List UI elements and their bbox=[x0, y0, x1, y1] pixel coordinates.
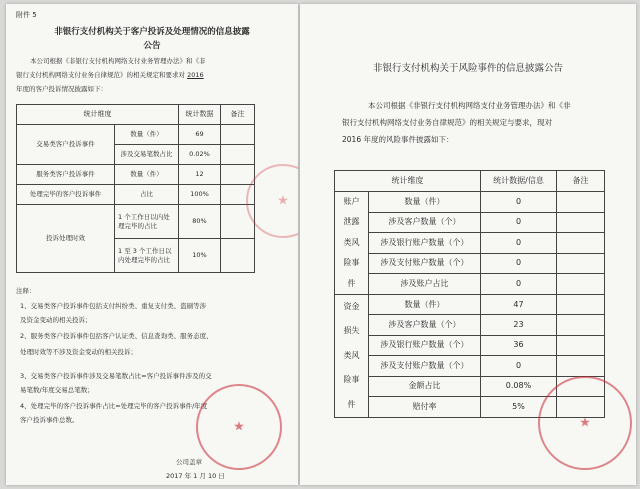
row-value: 10% bbox=[179, 239, 221, 273]
left-intro-line2: 银行支付机构网络支付业务自律规范》的相关规定和要求对 2016 bbox=[16, 71, 204, 79]
row-note bbox=[557, 192, 605, 213]
left-intro-line3: 年度的客户投诉情况披露如下： bbox=[16, 85, 107, 93]
header-note: 备注 bbox=[557, 171, 605, 192]
right-intro-line3: 2016 年度的风险事件披露如下： bbox=[342, 135, 454, 144]
table-row bbox=[335, 315, 605, 335]
row-value: 0 bbox=[481, 192, 557, 213]
category-trade-complaints: 交易类客户投诉事件 bbox=[17, 125, 115, 165]
right-document-page bbox=[300, 4, 636, 485]
category-service-complaints: 服务类客户投诉事件 bbox=[17, 165, 115, 185]
row-note bbox=[557, 315, 605, 335]
row-note bbox=[221, 239, 255, 273]
note-4-line1: 4、处理完毕的客户投诉事件占比=处理完毕的客户投诉事件/年度 bbox=[20, 402, 208, 410]
category-processing-time: 投诉处理时效 bbox=[17, 205, 115, 273]
row-label: 涉及客户数量（个） bbox=[369, 315, 481, 335]
table-row bbox=[335, 212, 605, 233]
note-1-line2: 及资金变动的相关投诉； bbox=[20, 316, 92, 324]
row-value: 100% bbox=[179, 185, 221, 205]
row-note bbox=[557, 274, 605, 295]
header-data: 统计数据 bbox=[179, 105, 221, 125]
row-value: 69 bbox=[179, 125, 221, 145]
row-label: 数量（件） bbox=[369, 192, 481, 213]
row-note bbox=[221, 125, 255, 145]
left-intro-year: 2016 bbox=[187, 71, 204, 79]
company-seal-label: 公司盖章 bbox=[176, 458, 202, 466]
category-account-leak-risk: 账户 泄露 类风 险事 件 bbox=[335, 192, 369, 295]
header-data: 统计数据/信息 bbox=[481, 171, 557, 192]
row-value: 0 bbox=[481, 212, 557, 233]
row-value: 12 bbox=[179, 165, 221, 185]
right-title: 非银行支付机构关于风险事件的信息披露公告 bbox=[372, 63, 563, 74]
row-label: 数量（件） bbox=[115, 165, 179, 185]
document-date: 2017 年 1 月 10 日 bbox=[166, 472, 225, 480]
star-icon: ★ bbox=[277, 193, 289, 209]
table-row bbox=[335, 274, 605, 295]
row-value: 5% bbox=[481, 397, 557, 418]
header-dimension: 统计维度 bbox=[17, 105, 179, 125]
table-row bbox=[335, 356, 605, 376]
note-3-line1: 3、交易类客户投诉事件涉及交易笔数占比=客户投诉事件涉及的交 bbox=[20, 372, 212, 380]
row-label: 涉及客户数量（个） bbox=[369, 212, 481, 233]
row-label: 赔付率 bbox=[369, 397, 481, 418]
table-row bbox=[335, 233, 605, 254]
attachment-label: 附件 5 bbox=[16, 11, 37, 19]
right-intro-line2: 银行支付机构网络支付业务自律规范》的相关规定与要求，现对 bbox=[342, 118, 552, 127]
row-note bbox=[557, 212, 605, 233]
table-header-row bbox=[17, 105, 255, 125]
row-label: 1 至 3 个工作日以 内处理完毕的占比 bbox=[115, 239, 179, 273]
row-note bbox=[557, 294, 605, 314]
row-value: 36 bbox=[481, 335, 557, 355]
complaint-stats-table bbox=[16, 104, 255, 273]
table-row bbox=[17, 205, 255, 239]
row-label: 涉及银行账户数量（个） bbox=[369, 335, 481, 355]
note-1-line1: 1、交易类客户投诉事件包括支付纠纷类、重复支付类、盗刷等涉 bbox=[20, 302, 207, 310]
row-label: 数量（件） bbox=[369, 294, 481, 314]
row-value: 0 bbox=[481, 253, 557, 274]
row-label: 涉及银行账户数量（个） bbox=[369, 233, 481, 254]
star-icon: ★ bbox=[579, 415, 591, 431]
company-seal-stamp bbox=[538, 376, 632, 470]
note-4-line2: 客户投诉事件总数。 bbox=[20, 416, 79, 424]
star-icon: ★ bbox=[233, 419, 245, 435]
category-processed-complaints: 处理完毕的客户投诉事件 bbox=[17, 185, 115, 205]
right-intro-line1: 本公司根据《非银行支付机构网络支付业务管理办法》和《非 bbox=[368, 101, 571, 110]
row-label: 1 个工作日以内处 理完毕的占比 bbox=[115, 205, 179, 239]
left-title-line2: 公告 bbox=[143, 41, 161, 51]
row-label: 涉及支付账户数量（个） bbox=[369, 253, 481, 274]
row-note bbox=[557, 253, 605, 274]
header-note: 备注 bbox=[221, 105, 255, 125]
row-value: 80% bbox=[179, 205, 221, 239]
row-note bbox=[557, 335, 605, 355]
row-label: 金额占比 bbox=[369, 376, 481, 396]
row-value: 47 bbox=[481, 294, 557, 314]
table-header-row bbox=[335, 171, 605, 192]
table-row bbox=[335, 335, 605, 355]
row-value: 0 bbox=[481, 356, 557, 376]
row-value: 23 bbox=[481, 315, 557, 335]
table-row bbox=[17, 125, 255, 145]
note-3-line2: 易笔数/年度交易总笔数； bbox=[20, 386, 94, 394]
notes-title: 注释： bbox=[16, 287, 36, 295]
left-title-line1: 非银行支付机构关于客户投诉及处理情况的信息披露 bbox=[54, 27, 250, 37]
row-label: 占比 bbox=[115, 185, 179, 205]
row-note bbox=[557, 233, 605, 254]
row-value: 0.02% bbox=[179, 145, 221, 165]
company-seal-stamp bbox=[196, 384, 282, 470]
note-2-line1: 2、服务类客户投诉事件包括客户认证类、信息查询类、服务态度、 bbox=[20, 332, 213, 340]
left-document-page bbox=[6, 4, 298, 485]
header-dimension: 统计维度 bbox=[335, 171, 481, 192]
row-label: 涉及交易笔数占比 bbox=[115, 145, 179, 165]
category-fund-loss-risk: 资金 损失 类风 险事 件 bbox=[335, 294, 369, 417]
row-value: 0 bbox=[481, 274, 557, 295]
table-row bbox=[17, 185, 255, 205]
row-note bbox=[221, 145, 255, 165]
row-label: 数量（件） bbox=[115, 125, 179, 145]
row-label: 涉及账户占比 bbox=[369, 274, 481, 295]
row-note bbox=[221, 165, 255, 185]
table-row bbox=[17, 165, 255, 185]
row-value: 0.08% bbox=[481, 376, 557, 396]
row-label: 涉及支付账户数量（个） bbox=[369, 356, 481, 376]
table-row bbox=[335, 192, 605, 213]
left-intro-line1: 本公司根据《非银行支付机构网络支付业务管理办法》和《非 bbox=[30, 57, 206, 65]
row-value: 0 bbox=[481, 233, 557, 254]
row-note bbox=[557, 356, 605, 376]
note-2-line2: 处理时效等不涉及资金变动的相关投诉； bbox=[20, 348, 137, 356]
table-row bbox=[335, 294, 605, 314]
table-row bbox=[335, 253, 605, 274]
